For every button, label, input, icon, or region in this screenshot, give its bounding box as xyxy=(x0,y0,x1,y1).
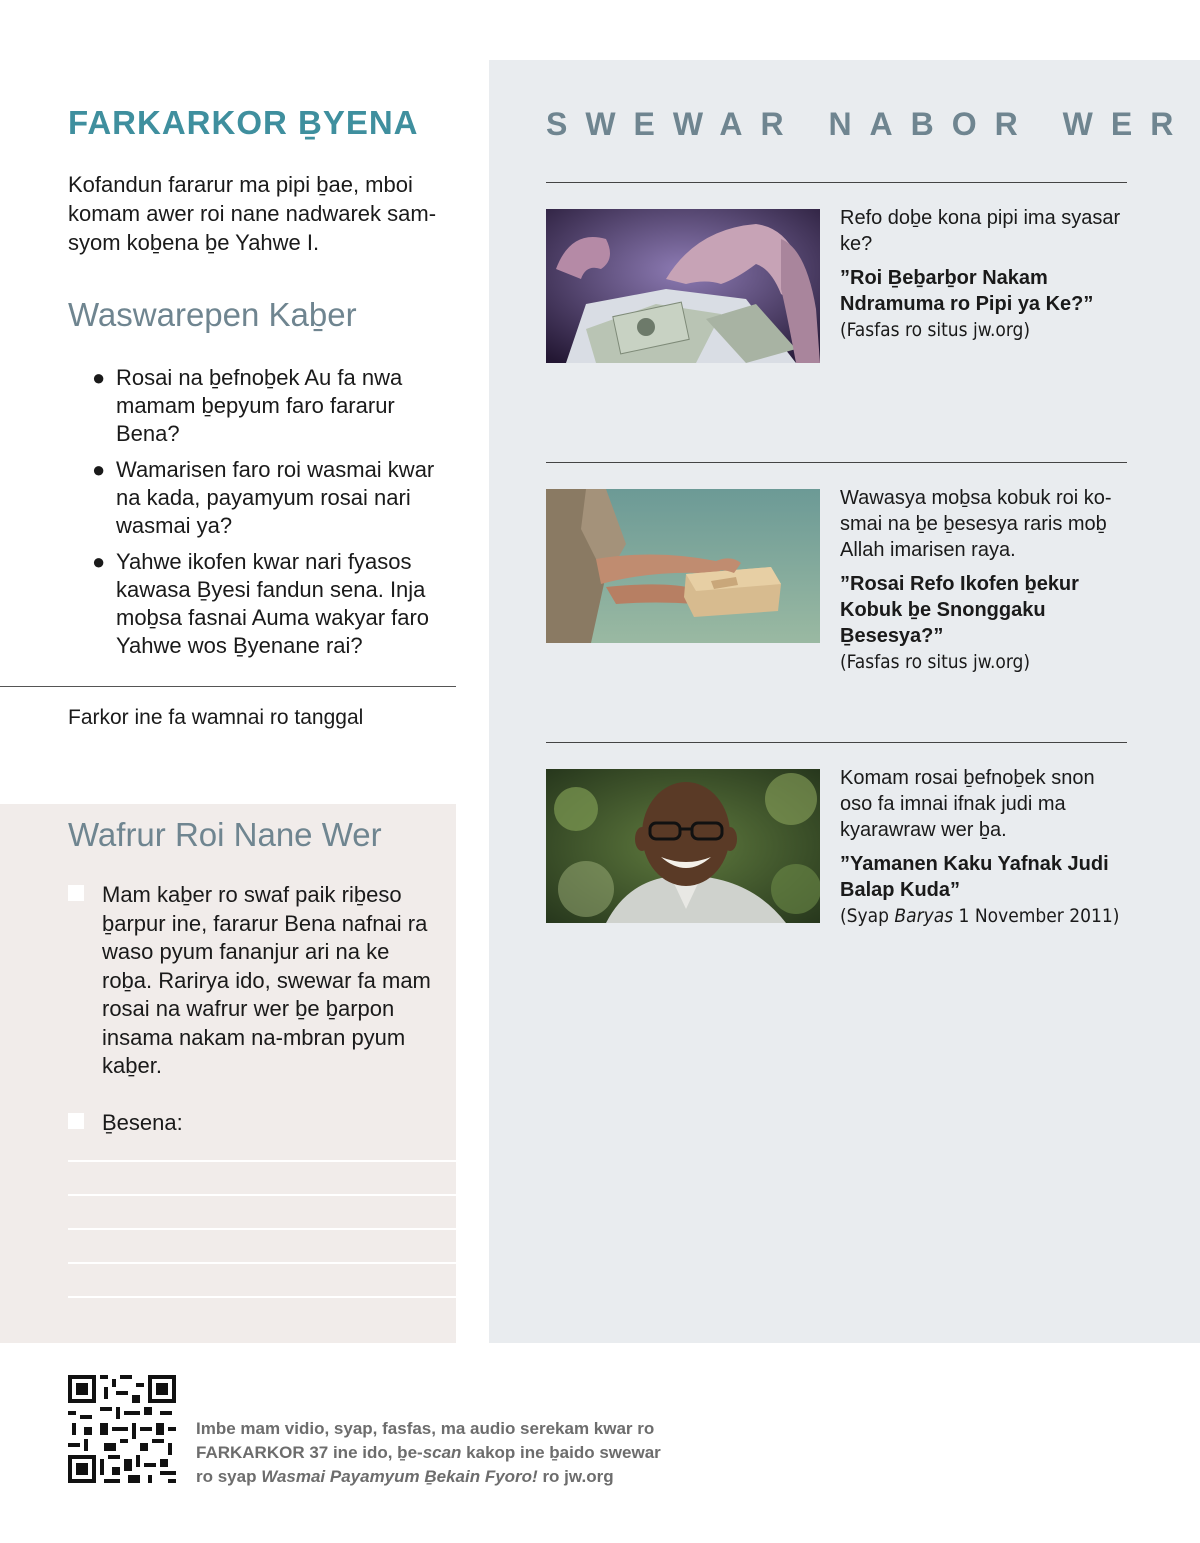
divider xyxy=(546,182,1127,183)
explore-title: SWEWAR NABOR WER xyxy=(546,106,1192,142)
date-line: Farkor ine fa wamnai ro tanggal xyxy=(68,706,364,729)
writing-line[interactable] xyxy=(68,1194,456,1196)
divider xyxy=(0,686,456,687)
card-source: (Fasfas ro situs jw.org) xyxy=(840,319,1031,341)
goal-checkbox[interactable] xyxy=(68,1113,84,1129)
card-title-link[interactable]: ”Roi Ḇeḇarḇor Nakam Ndramuma ro Pipi ya Ke?” xyxy=(840,267,1094,315)
qr-code-icon[interactable] xyxy=(68,1375,176,1483)
goal-checkbox[interactable] xyxy=(68,885,84,901)
writing-line[interactable] xyxy=(68,1228,456,1230)
smiling-man-image[interactable] xyxy=(546,769,820,923)
card-source: (Syap Baryas 1 November 2011) xyxy=(840,905,1120,927)
card-title-link[interactable]: ”Yamanen Kaku Yafnak Judi Balap Kuda” xyxy=(840,853,1109,901)
review-item: ● Yahwe ikofen kwar nari fyasos kawasa Ḇyesi fandun sena. Inja moḇsa fasnai Auma wakyar faro Yahwe wos Ḇyenane rai? xyxy=(92,549,430,658)
card-question: Refo doḇe kona pipi ima syasar ke? xyxy=(840,207,1121,255)
gift-hands-image[interactable] xyxy=(546,489,820,643)
review-item: ● Rosai na ḇefnoḇek Au fa nwa mamam ḇepyum faro fararur Bena? xyxy=(92,365,403,446)
review-title: Waswarepen Kaḇer xyxy=(68,296,357,333)
money-hands-image[interactable] xyxy=(546,209,820,363)
card-source: (Fasfas ro situs jw.org) xyxy=(840,651,1031,673)
footer-text: Imbe mam vidio, syap, fasfas, ma audio serekam kwar ro FARKARKOR 37 ine ido, ḇe-scan kakop ine ḇaido swewar ro syap Wasmai Payamyum Ḇekain Fyoro! ro jw.org xyxy=(196,1419,661,1486)
summary-text: Kofandun fararur ma pipi ḇae, mboi komam awer roi nane nadwarek sam-syom koḇena ḇe Yahwe I. xyxy=(68,172,437,255)
resource-card xyxy=(840,485,1130,675)
writing-line[interactable] xyxy=(68,1262,456,1264)
resource-card xyxy=(840,765,1130,929)
bullet-icon: ● xyxy=(92,365,106,390)
goal-text: Mam kaḇer ro swaf paik riḇeso ḇarpur ine, fararur Bena nafnai ra waso pyum fananjur ari na ke roḇa. Rarirya ido, swewar fa mam rosai na wafrur wer ḇe ḇarpon insama nakam na-mbran pyum kaḇer. xyxy=(102,882,431,1078)
card-question: Wawasya moḇsa kobuk roi ko-smai na ḇe ḇesesya raris moḇ Allah imarisen raya. xyxy=(840,487,1112,561)
review-item: ● Wamarisen faro roi wasmai kwar na kada, payamyum rosai nari wasmai ya? xyxy=(92,457,435,538)
writing-line[interactable] xyxy=(68,1160,456,1162)
goal-text: Ḇesena: xyxy=(102,1110,183,1135)
goals-title: Wafrur Roi Nane Wer xyxy=(68,816,382,853)
summary-title: FARKARKOR ḆYENA xyxy=(68,104,419,141)
goal-item xyxy=(68,1109,428,1139)
writing-line[interactable] xyxy=(68,1296,456,1298)
divider xyxy=(546,742,1127,743)
card-question: Komam rosai ḇefnoḇek snon oso fa imnai ifnak judi ma kyarawraw wer ḇa. xyxy=(840,767,1095,841)
bullet-icon: ● xyxy=(92,549,106,574)
review-list xyxy=(92,364,452,668)
resource-card xyxy=(840,205,1130,343)
card-title-link[interactable]: ”Rosai Refo Ikofen ḇekur Kobuk ḇe Snonggaku Ḇesesya?” xyxy=(840,573,1079,647)
divider xyxy=(546,462,1127,463)
goal-item xyxy=(68,881,431,1081)
bullet-icon: ● xyxy=(92,457,106,482)
